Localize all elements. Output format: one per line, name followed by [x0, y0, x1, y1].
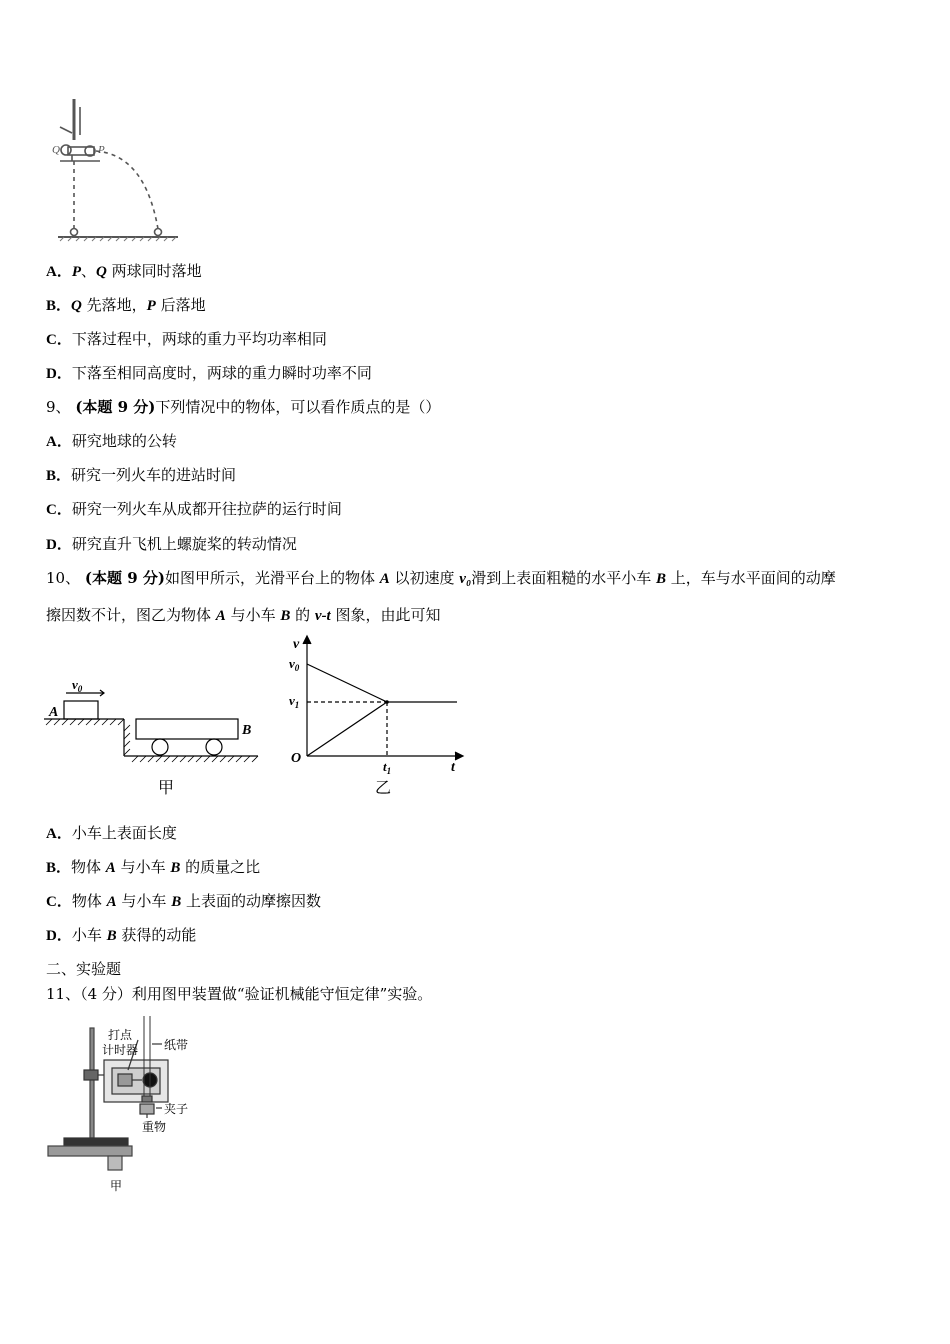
- q10-option-a: A．小车上表面长度: [46, 824, 177, 842]
- q10-jia-caption: 甲: [158, 780, 175, 797]
- q8-label-q: Q: [52, 144, 60, 156]
- q8-option-b: B．Q 先落地，P 后落地: [46, 296, 206, 314]
- q10-yi-series-b: [307, 702, 387, 756]
- q10-stem-line2: 擦因数不计，图乙为物体 A 与小车 B 的 v-t 图象，由此可知: [46, 606, 441, 624]
- q10-option-b: B．物体 A 与小车 B 的质量之比: [46, 858, 261, 876]
- q10-yi-v0-label: $v_0$: [289, 656, 300, 673]
- q11-label-tape: 纸带: [164, 1038, 189, 1052]
- q8-label-p: P: [98, 144, 105, 156]
- q10-figure-yi: [285, 632, 470, 802]
- q10-figure-jia: [44, 676, 264, 801]
- q11-caption: 甲: [110, 1179, 123, 1193]
- q10-option-c: C．物体 A 与小车 B 上表面的动摩擦因数: [46, 892, 321, 910]
- q11-figure: [46, 1012, 206, 1197]
- q8-figure: [50, 95, 190, 245]
- q10-option-d: D．小车 B 获得的动能: [46, 926, 197, 944]
- q10-yi-t1-label: $t_1$: [383, 759, 392, 776]
- q8-option-a: A．P、Q 两球同时落地: [46, 262, 202, 280]
- q9-option-a: A．研究地球的公转: [46, 432, 177, 450]
- q9-option-d: D．研究直升飞机上螺旋桨的转动情况: [46, 535, 297, 553]
- q9-option-c: C．研究一列火车从成都开往拉萨的运行时间: [46, 500, 342, 518]
- q11-label-timer-2: 计时器: [102, 1043, 139, 1057]
- q8-option-d: D．下落至相同高度时，两球的重力瞬时功率不同: [46, 364, 372, 382]
- q9-option-b: B．研究一列火车的进站时间: [46, 466, 237, 484]
- q10-jia-a-label: A: [49, 705, 59, 720]
- q10-stem-line1: 10、 (本题 9 分)如图甲所示，光滑平台上的物体 A 以初速度 v₀滑到上表面粗糙的水平小车 B 上，车与水平面间的动摩: [46, 569, 836, 587]
- q11-label-weight: 重物: [142, 1120, 167, 1134]
- q10-yi-v-axis-label: v: [293, 637, 300, 652]
- q10-jia-b-label: B: [242, 723, 252, 738]
- q11-label-timer-1: 打点: [108, 1028, 133, 1042]
- q9-stem: 9、 (本题 9 分)下列情况中的物体，可以看作质点的是（）: [46, 398, 441, 416]
- q10-yi-v1-label: $v_1$: [289, 693, 300, 710]
- section-title: 二、实验题: [46, 960, 122, 978]
- q10-yi-t-axis-label: t: [451, 760, 455, 775]
- q10-yi-series-a: [307, 664, 387, 702]
- q10-yi-origin-label: O: [291, 751, 302, 766]
- q11-stem: 11、（4 分）利用图甲装置做“验证机械能守恒定律”实验。: [46, 985, 433, 1003]
- q10-yi-caption: 乙: [375, 780, 392, 797]
- q8-option-c: C．下落过程中，两球的重力平均功率相同: [46, 330, 327, 348]
- q10-jia-v0-label: $v_0$: [72, 677, 83, 694]
- q11-label-clip: 夹子: [164, 1102, 189, 1116]
